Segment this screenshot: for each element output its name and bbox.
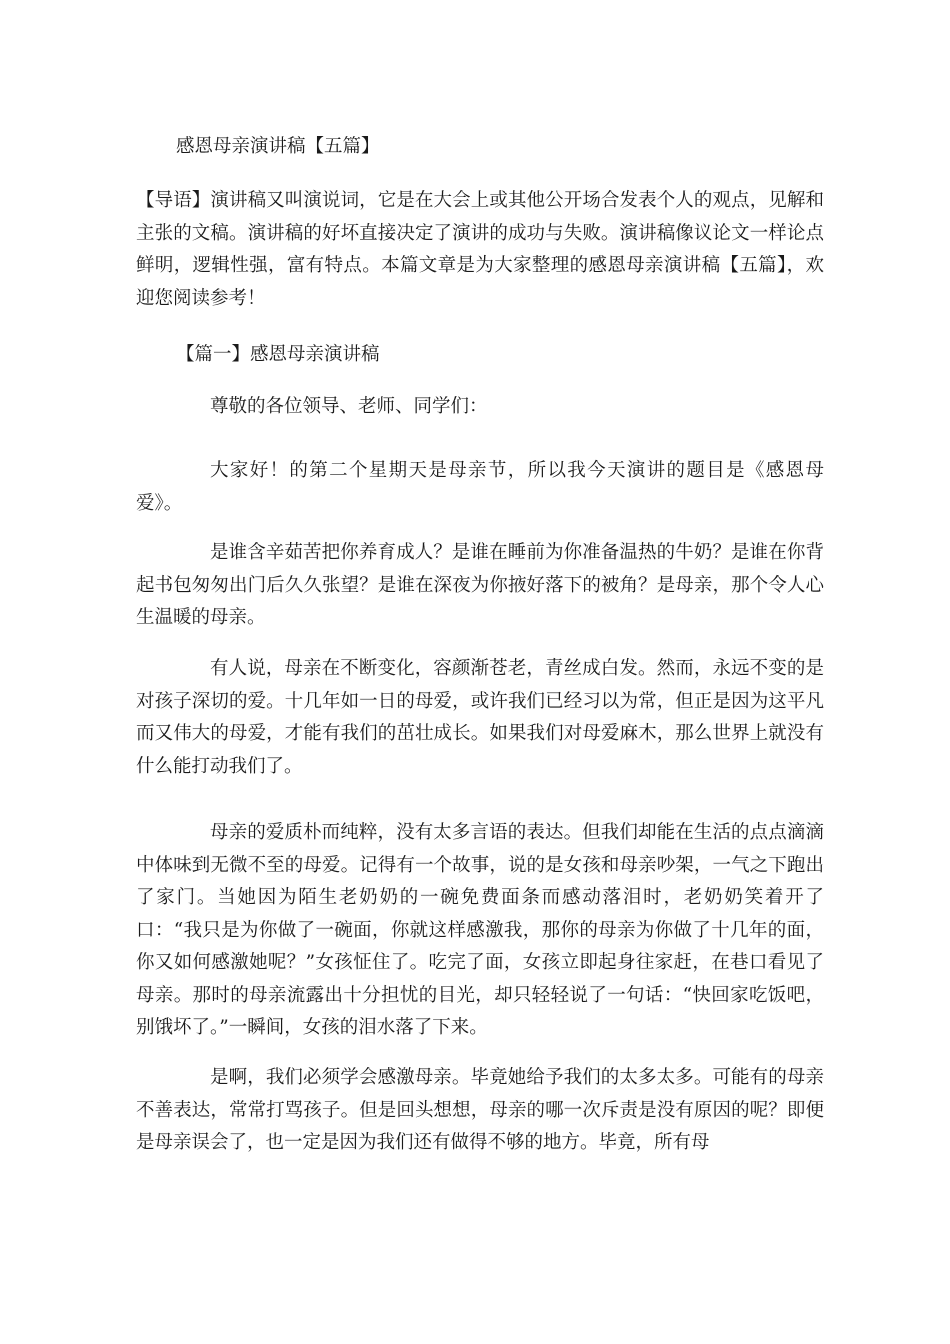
document-title: 感恩母亲演讲稿【五篇】 [176, 136, 380, 157]
body-paragraph-2: 是谁含辛茹苦把你养育成人？是谁在睡前为你准备温热的牛奶？是谁在你背起书包匆匆出门后久久张望？是谁在深夜为你掖好落下的被角？是母亲，那个令人心生温暖的母亲。 [136, 542, 824, 628]
greeting-line: 尊敬的各位领导、老师、同学们： [210, 396, 488, 417]
intro-paragraph: 【导语】演讲稿又叫演说词，它是在大会上或其他公开场合发表个人的观点，见解和主张的文稿。演讲稿的好坏直接决定了演讲的成功与失败。演讲稿像议论文一样论点鲜明，逻辑性强，富有特点。本篇文章是为大家整理的感恩母亲演讲稿【五篇】，欢迎您阅读参考！ [136, 190, 824, 309]
body-paragraph-1: 大家好！的第二个星期天是母亲节，所以我今天演讲的题目是《感恩母爱》。 [136, 460, 824, 514]
body-paragraph-5: 是啊，我们必须学会感激母亲。毕竟她给予我们的太多太多。可能有的母亲不善表达，常常打骂孩子。但是回头想想，母亲的哪一次斥责是没有原因的呢？即便是母亲误会了，也一定是因为我们还有做得不够的地方。毕竟，所有母 [136, 1067, 824, 1153]
body-paragraph-3: 有人说，母亲在不断变化，容颜渐苍老，青丝成白发。然而，永远不变的是对孩子深切的爱。十几年如一日的母爱，或许我们已经习以为常，但正是因为这平凡而又伟大的母爱，才能有我们的茁壮成长。如果我们对母爱麻木，那么世界上就没有什么能打动我们了。 [136, 658, 824, 777]
body-paragraph-4: 母亲的爱质朴而纯粹，没有太多言语的表达。但我们却能在生活的点点滴滴中体味到无微不至的母爱。记得有一个故事，说的是女孩和母亲吵架，一气之下跑出了家门。当她因为陌生老奶奶的一碗免费面条而感动落泪时，老奶奶笑着开了口：“我只是为你做了一碗面，你就这样感激我，那你的母亲为你做了十几年的面，你又如何感激她呢？”女孩怔住了。吃完了面，女孩立即起身往家赶，在巷口看见了母亲。那时的母亲流露出十分担忧的目光，却只轻轻说了一句话：“快回家吃饭吧，别饿坏了。”一瞬间，女孩的泪水落了下来。 [136, 822, 824, 1038]
section-heading: 【篇一】感恩母亲演讲稿 [176, 344, 380, 365]
